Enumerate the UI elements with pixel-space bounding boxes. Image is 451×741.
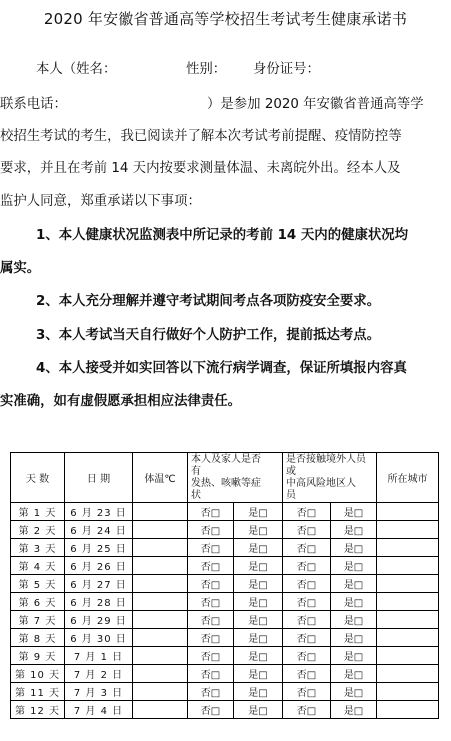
contact-yes-checkbox[interactable]: 是□ — [331, 629, 377, 647]
symptom-yes-checkbox[interactable]: 是□ — [234, 629, 283, 647]
contact-yes-checkbox[interactable]: 是□ — [331, 593, 377, 611]
intro-line-3: 要求，并且在考前 14 天内按要求测量体温、未离皖外出。经本人及 — [0, 161, 401, 176]
date-cell: 6 月 25 日 — [65, 539, 133, 557]
intro-line-2: 校招生考试的考生，我已阅读并了解本次考试考前提醒、疫情防控等 — [0, 129, 402, 144]
date-cell: 6 月 28 日 — [65, 593, 133, 611]
id-number-label: 身份证号： — [253, 62, 320, 77]
contact-no-checkbox[interactable]: 否□ — [283, 521, 331, 539]
header-temperature: 体温℃ — [133, 453, 188, 503]
date-cell: 6 月 26 日 — [65, 557, 133, 575]
contact-yes-checkbox[interactable]: 是□ — [331, 575, 377, 593]
header-contact-line: 是否接触境外人员 — [286, 454, 366, 465]
city-cell[interactable] — [377, 539, 439, 557]
date-cell: 7 月 2 日 — [65, 665, 133, 683]
intro-line-4: 监护人同意，郑重承诺以下事项： — [0, 194, 201, 209]
symptom-no-checkbox[interactable]: 否□ — [188, 629, 234, 647]
symptom-yes-checkbox[interactable]: 是□ — [234, 701, 283, 719]
header-contact-line: 中高风险地区人 — [286, 478, 356, 489]
table-row — [11, 665, 439, 683]
city-cell[interactable] — [377, 683, 439, 701]
temperature-cell[interactable] — [133, 503, 188, 521]
day-cell: 第 7 天 — [11, 611, 65, 629]
table-row — [11, 593, 439, 611]
day-cell: 第 10 天 — [11, 665, 65, 683]
contact-yes-checkbox[interactable]: 是□ — [331, 521, 377, 539]
table-row — [11, 683, 439, 701]
table-row — [11, 503, 439, 521]
header-contact — [283, 453, 377, 503]
symptom-yes-checkbox[interactable]: 是□ — [234, 575, 283, 593]
symptom-yes-checkbox[interactable]: 是□ — [234, 665, 283, 683]
city-cell[interactable] — [377, 629, 439, 647]
contact-yes-checkbox[interactable]: 是□ — [331, 647, 377, 665]
intro-line-1-end: ）是参加 2020 年安徽省普通高等学 — [207, 97, 424, 112]
symptom-no-checkbox[interactable]: 否□ — [188, 683, 234, 701]
date-cell: 6 月 23 日 — [65, 503, 133, 521]
city-cell[interactable] — [377, 557, 439, 575]
contact-yes-checkbox[interactable]: 是□ — [331, 665, 377, 683]
contact-no-checkbox[interactable]: 否□ — [283, 575, 331, 593]
symptom-no-checkbox[interactable]: 否□ — [188, 575, 234, 593]
contact-no-checkbox[interactable]: 否□ — [283, 611, 331, 629]
table-row — [11, 647, 439, 665]
temperature-cell[interactable] — [133, 575, 188, 593]
day-cell: 第 2 天 — [11, 521, 65, 539]
temperature-cell[interactable] — [133, 701, 188, 719]
health-monitoring-table — [10, 452, 439, 719]
symptom-no-checkbox[interactable]: 否□ — [188, 611, 234, 629]
commitment-item-4: 4、本人接受并如实回答以下流行病学调查，保证所填报内容真 — [36, 361, 407, 376]
symptom-yes-checkbox[interactable]: 是□ — [234, 647, 283, 665]
contact-no-checkbox[interactable]: 否□ — [283, 593, 331, 611]
name-label: 本人（姓名： — [36, 62, 117, 77]
city-cell[interactable] — [377, 575, 439, 593]
header-symptom — [188, 453, 283, 503]
table-row — [11, 557, 439, 575]
table-row — [11, 521, 439, 539]
contact-yes-checkbox[interactable]: 是□ — [331, 539, 377, 557]
temperature-cell[interactable] — [133, 665, 188, 683]
contact-no-checkbox[interactable]: 否□ — [283, 665, 331, 683]
day-cell: 第 6 天 — [11, 593, 65, 611]
contact-no-checkbox[interactable]: 否□ — [283, 539, 331, 557]
symptom-no-checkbox[interactable]: 否□ — [188, 557, 234, 575]
header-city: 所在城市 — [377, 453, 439, 503]
date-cell: 7 月 4 日 — [65, 701, 133, 719]
day-cell: 第 11 天 — [11, 683, 65, 701]
gender-label: 性别： — [186, 62, 227, 77]
temperature-cell[interactable] — [133, 611, 188, 629]
table-row — [11, 575, 439, 593]
contact-no-checkbox[interactable]: 否□ — [283, 647, 331, 665]
symptom-no-checkbox[interactable]: 否□ — [188, 503, 234, 521]
temperature-cell[interactable] — [133, 647, 188, 665]
table-row — [11, 611, 439, 629]
contact-yes-checkbox[interactable]: 是□ — [331, 503, 377, 521]
contact-no-checkbox[interactable]: 否□ — [283, 683, 331, 701]
date-cell: 7 月 1 日 — [65, 647, 133, 665]
temperature-cell[interactable] — [133, 629, 188, 647]
day-cell: 第 1 天 — [11, 503, 65, 521]
date-cell: 6 月 24 日 — [65, 521, 133, 539]
symptom-yes-checkbox[interactable]: 是□ — [234, 593, 283, 611]
contact-yes-checkbox[interactable]: 是□ — [331, 701, 377, 719]
temperature-cell[interactable] — [133, 557, 188, 575]
symptom-no-checkbox[interactable]: 否□ — [188, 701, 234, 719]
temperature-cell[interactable] — [133, 521, 188, 539]
city-cell[interactable] — [377, 521, 439, 539]
temperature-cell[interactable] — [133, 539, 188, 557]
commitment-item-1: 1、本人健康状况监测表中所记录的考前 14 天内的健康状况均 — [36, 228, 409, 243]
table-row — [11, 629, 439, 647]
symptom-yes-checkbox[interactable]: 是□ — [234, 557, 283, 575]
contact-yes-checkbox[interactable]: 是□ — [331, 683, 377, 701]
symptom-yes-checkbox[interactable]: 是□ — [234, 611, 283, 629]
city-cell[interactable] — [377, 503, 439, 521]
day-cell: 第 9 天 — [11, 647, 65, 665]
day-cell: 第 8 天 — [11, 629, 65, 647]
symptom-yes-checkbox[interactable]: 是□ — [234, 503, 283, 521]
date-cell: 7 月 3 日 — [65, 683, 133, 701]
document-title: 2020 年安徽省普通高等学校招生考试考生健康承诺书 — [43, 10, 408, 28]
commitment-item-2: 2、本人充分理解并遵守考试期间考点各项防疫安全要求。 — [36, 294, 381, 309]
city-cell[interactable] — [377, 665, 439, 683]
city-cell[interactable] — [377, 611, 439, 629]
day-cell: 第 4 天 — [11, 557, 65, 575]
symptom-no-checkbox[interactable]: 否□ — [188, 539, 234, 557]
phone-label: 联系电话： — [0, 97, 67, 112]
day-cell: 第 3 天 — [11, 539, 65, 557]
header-contact-line: 员 — [286, 490, 296, 501]
symptom-yes-checkbox[interactable]: 是□ — [234, 683, 283, 701]
contact-no-checkbox[interactable]: 否□ — [283, 701, 331, 719]
date-cell: 6 月 30 日 — [65, 629, 133, 647]
date-cell: 6 月 27 日 — [65, 575, 133, 593]
city-cell[interactable] — [377, 593, 439, 611]
temperature-cell[interactable] — [133, 683, 188, 701]
header-symptom-line: 本人及家人是否 — [191, 454, 261, 465]
day-cell: 第 12 天 — [11, 701, 65, 719]
contact-no-checkbox[interactable]: 否□ — [283, 503, 331, 521]
symptom-no-checkbox[interactable]: 否□ — [188, 665, 234, 683]
city-cell[interactable] — [377, 701, 439, 719]
commitment-item-4-cont: 实准确，如有虚假愿承担相应法律责任。 — [0, 394, 242, 409]
header-symptom-line: 状 — [191, 490, 201, 501]
table-row — [11, 701, 439, 719]
symptom-yes-checkbox[interactable]: 是□ — [234, 539, 283, 557]
temperature-cell[interactable] — [133, 593, 188, 611]
header-date: 日 期 — [65, 453, 133, 503]
city-cell[interactable] — [377, 647, 439, 665]
symptom-no-checkbox[interactable]: 否□ — [188, 647, 234, 665]
symptom-no-checkbox[interactable]: 否□ — [188, 593, 234, 611]
day-cell: 第 5 天 — [11, 575, 65, 593]
date-cell: 6 月 29 日 — [65, 611, 133, 629]
table-row — [11, 539, 439, 557]
contact-yes-checkbox[interactable]: 是□ — [331, 611, 377, 629]
header-day: 天 数 — [11, 453, 65, 503]
header-symptom-line: 有 — [191, 466, 201, 477]
symptom-no-checkbox[interactable]: 否□ — [188, 521, 234, 539]
contact-yes-checkbox[interactable]: 是□ — [331, 557, 377, 575]
contact-no-checkbox[interactable]: 否□ — [283, 629, 331, 647]
symptom-yes-checkbox[interactable]: 是□ — [234, 521, 283, 539]
contact-no-checkbox[interactable]: 否□ — [283, 557, 331, 575]
header-symptom-line: 发热、咳嗽等症 — [191, 478, 261, 489]
commitment-item-3: 3、本人考试当天自行做好个人防护工作，提前抵达考点。 — [36, 328, 381, 343]
commitment-item-1-cont: 属实。 — [0, 261, 41, 276]
header-contact-line: 或 — [286, 466, 296, 477]
table-header-row — [11, 453, 439, 503]
